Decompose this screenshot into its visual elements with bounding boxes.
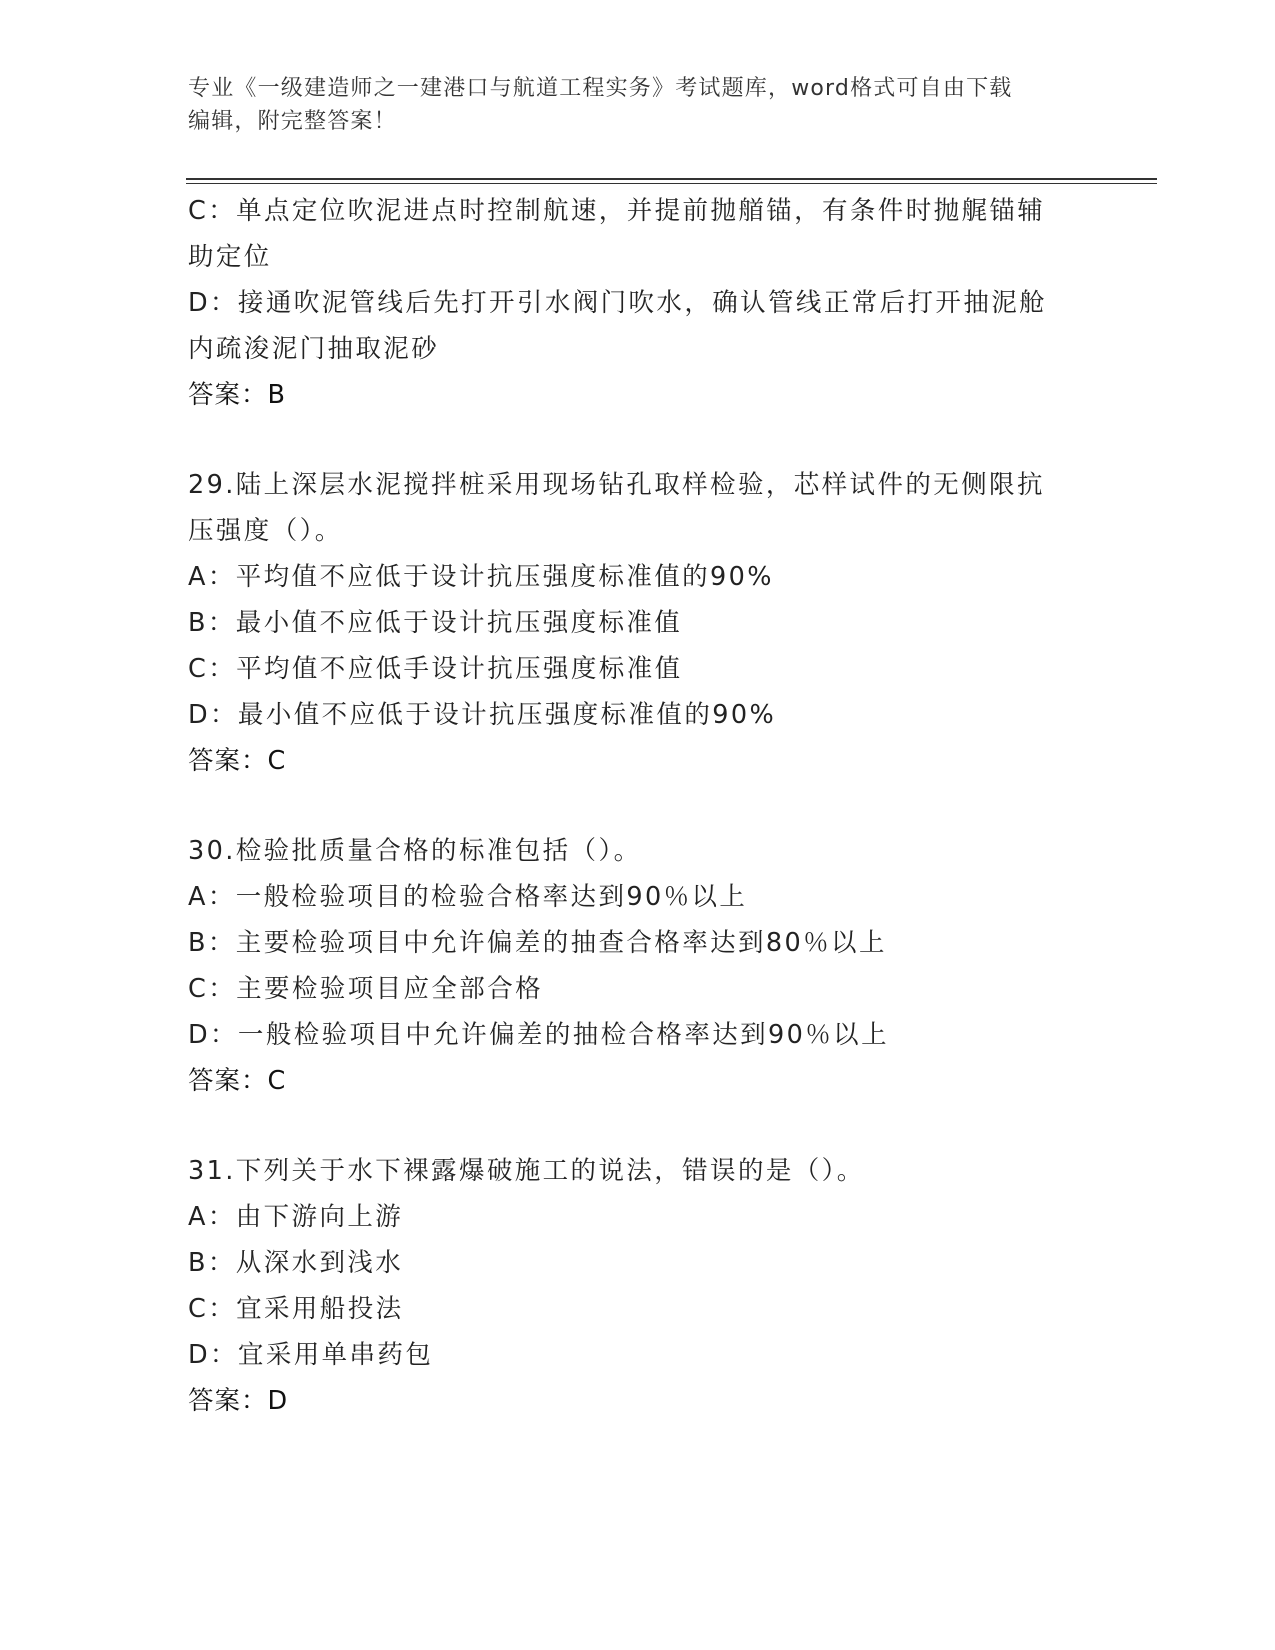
document-header <box>188 72 1088 138</box>
question-gap <box>188 418 1088 462</box>
option-d: D：最小值不应低于设计抗压强度标准值的90% <box>188 700 777 730</box>
question-stem-continued: 压强度（）。 <box>188 516 343 546</box>
header-divider-thin <box>186 183 1157 184</box>
header-divider-thick <box>186 178 1157 180</box>
answer-line: 答案：B <box>188 380 286 410</box>
header-line-2: 编辑，附完整答案！ <box>188 109 397 134</box>
option-c: C：平均值不应低手设计抗压强度标准值 <box>188 654 683 684</box>
question-stem: 29.陆上深层水泥搅拌桩采用现场钻孔取样检验，芯样试件的无侧限抗 <box>188 470 1045 500</box>
option-d: D：宜采用单串药包 <box>188 1340 434 1370</box>
option-c: C：主要检验项目应全部合格 <box>188 974 544 1004</box>
question-29 <box>188 462 1088 784</box>
option-b: B：最小值不应低于设计抗压强度标准值 <box>188 608 683 638</box>
answer-line: 答案：C <box>188 746 287 776</box>
question-gap <box>188 784 1088 828</box>
question-30 <box>188 828 1088 1104</box>
option-a: A：平均值不应低于设计抗压强度标准值的90% <box>188 562 774 592</box>
question-31 <box>188 1148 1088 1424</box>
option-c-continued: 助定位 <box>188 242 272 272</box>
question-stem: 30.检验批质量合格的标准包括（）。 <box>188 836 642 866</box>
option-d: D：一般检验项目中允许偏差的抽检合格率达到90％以上 <box>188 1020 889 1050</box>
option-a: A：一般检验项目的检验合格率达到90％以上 <box>188 882 748 912</box>
answer-line: 答案：C <box>188 1066 287 1096</box>
option-a: A：由下游向上游 <box>188 1202 404 1232</box>
question-stem: 31.下列关于水下裸露爆破施工的说法，错误的是（）。 <box>188 1156 865 1186</box>
question-28-continued <box>188 188 1088 418</box>
option-c: C：宜采用船投法 <box>188 1294 404 1324</box>
question-list <box>188 188 1088 1424</box>
option-d: D：接通吹泥管线后先打开引水阀门吹水，确认管线正常后打开抽泥舱 <box>188 288 1048 318</box>
option-c: C：单点定位吹泥进点时控制航速，并提前抛艏锚，有条件时抛艉锚辅 <box>188 196 1046 226</box>
answer-line: 答案：D <box>188 1386 289 1416</box>
question-gap <box>188 1104 1088 1148</box>
option-d-continued: 内疏浚泥门抽取泥砂 <box>188 334 440 364</box>
option-b: B：主要检验项目中允许偏差的抽查合格率达到80％以上 <box>188 928 887 958</box>
header-line-1: 专业《一级建造师之一建港口与航道工程实务》考试题库，word格式可自由下载 <box>188 76 1013 101</box>
option-b: B：从深水到浅水 <box>188 1248 404 1278</box>
